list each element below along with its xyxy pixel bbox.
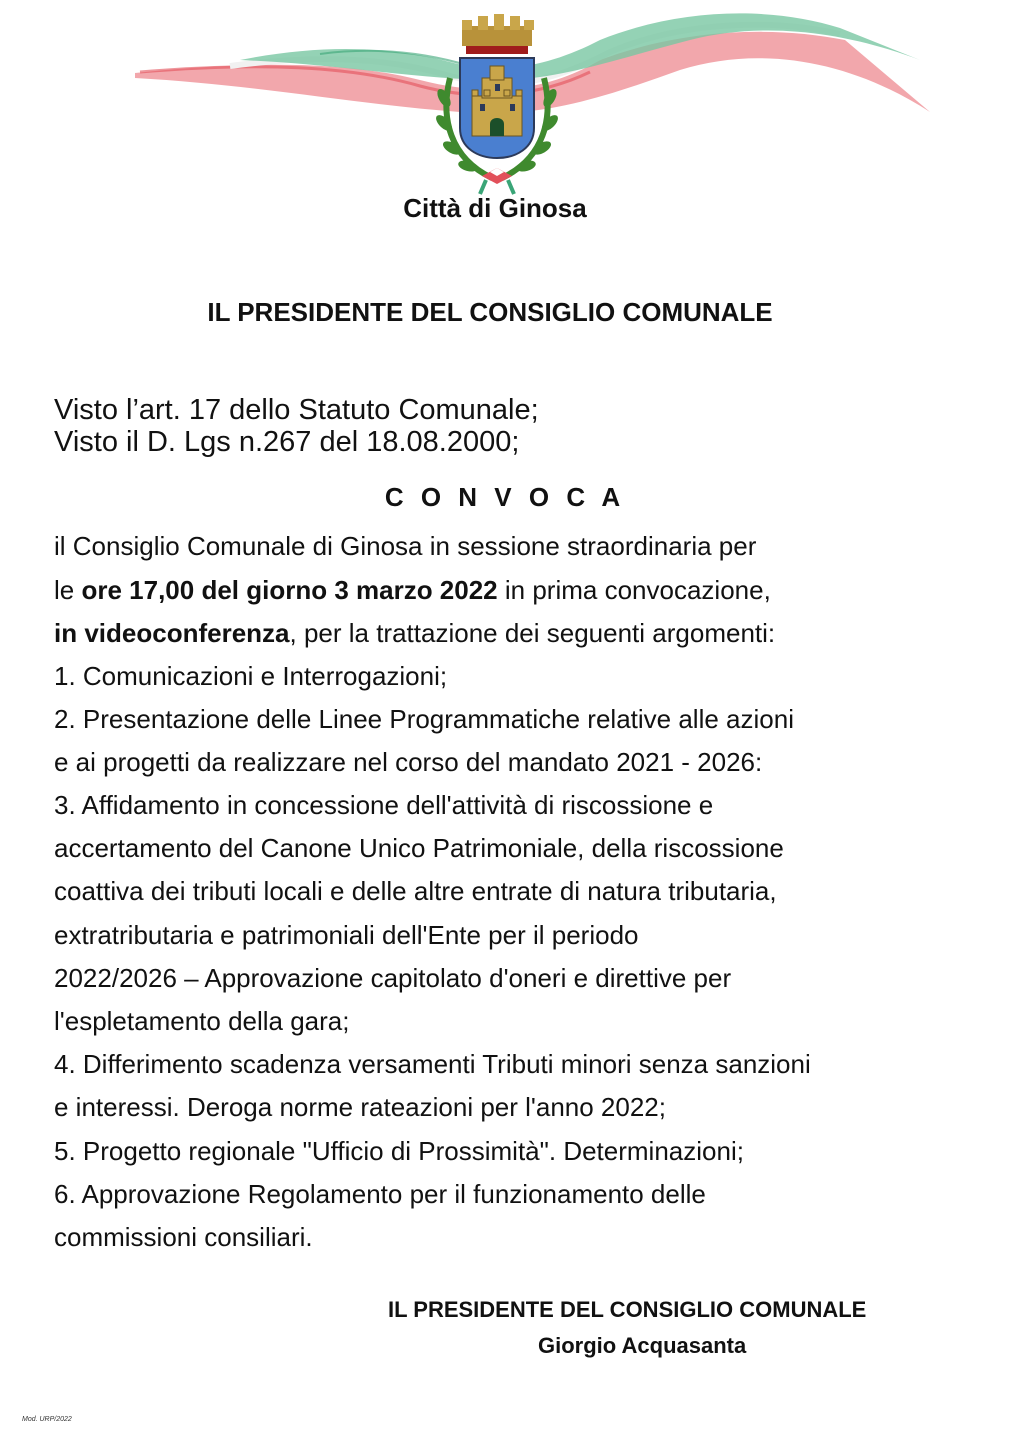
agenda-line: 1. Comunicazioni e Interrogazioni; (54, 661, 448, 691)
convoca-heading: C O N V O C A (384, 482, 626, 512)
agenda-line: 3. Affidamento in concessione dell'attività di riscossione e (54, 790, 714, 820)
visto-line-2: Visto il D. Lgs n.267 del 18.08.2000; (54, 426, 520, 458)
agenda-line: commissioni consiliari. (54, 1222, 313, 1252)
agenda-line: e ai progetti da realizzare nel corso del mandato 2021 - 2026: (54, 747, 763, 777)
meeting-datetime: ore 17,00 del giorno 3 marzo 2022 (81, 575, 498, 605)
intro-line-2-post: in prima convocazione, (497, 575, 771, 605)
agenda-line: 6. Approvazione Regolamento per il funzionamento delle (54, 1179, 706, 1209)
footer-module-code: Mod. URP/2022 (22, 1416, 72, 1423)
agenda-line: l'espletamento della gara; (54, 1006, 350, 1036)
intro-line-1: il Consiglio Comunale di Ginosa in sessione straordinaria per (54, 531, 757, 561)
agenda-line: extratributaria e patrimoniali dell'Ente per il periodo (54, 920, 639, 950)
visto-line-1: Visto l’art. 17 dello Statuto Comunale; (54, 394, 539, 426)
city-name: Città di Ginosa (403, 193, 587, 223)
intro-line-2 (54, 575, 771, 605)
agenda-line: 5. Progetto regionale "Ufficio di Prossimità". Determinazioni; (54, 1136, 744, 1166)
intro-line-3-post: , per la trattazione dei seguenti argomenti: (289, 618, 776, 648)
agenda-line: 4. Differimento scadenza versamenti Tributi minori senza sanzioni (54, 1049, 811, 1079)
header-banner (120, 0, 950, 200)
meeting-mode: in videoconferenza (54, 618, 290, 648)
agenda-line: 2. Presentazione delle Linee Programmatiche relative alle azioni (54, 704, 794, 734)
agenda-line: e interessi. Deroga norme rateazioni per l'anno 2022; (54, 1092, 666, 1122)
intro-line-2-pre: le (54, 575, 82, 605)
signature-title: IL PRESIDENTE DEL CONSIGLIO COMUNALE (388, 1297, 867, 1322)
agenda-line: coattiva dei tributi locali e delle altre entrate di natura tributaria, (54, 876, 777, 906)
intro-line-3 (54, 618, 775, 648)
signature-name: Giorgio Acquasanta (538, 1333, 747, 1358)
page-title: IL PRESIDENTE DEL CONSIGLIO COMUNALE (207, 297, 773, 327)
agenda-line: 2022/2026 – Approvazione capitolato d'oneri e direttive per (54, 963, 732, 993)
agenda-line: accertamento del Canone Unico Patrimoniale, della riscossione (54, 833, 784, 863)
